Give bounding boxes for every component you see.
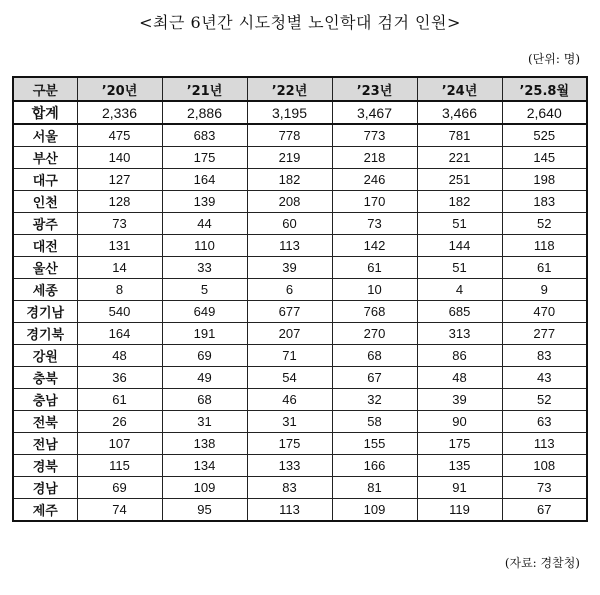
table-cell: 73 (502, 477, 587, 499)
row-label: 강원 (13, 345, 77, 367)
table-cell: 14 (77, 257, 162, 279)
table-row (13, 213, 587, 235)
table-cell: 773 (332, 124, 417, 147)
table-cell: 170 (332, 191, 417, 213)
table-cell: 32 (332, 389, 417, 411)
row-label: 경기북 (13, 323, 77, 345)
table-cell: 3,195 (247, 101, 332, 124)
table-row-total (13, 101, 587, 124)
table-cell: 145 (502, 147, 587, 169)
table-cell: 31 (247, 411, 332, 433)
table-cell: 270 (332, 323, 417, 345)
table-cell: 3,466 (417, 101, 502, 124)
table-cell: 61 (332, 257, 417, 279)
table-row (13, 477, 587, 499)
table-cell: 52 (502, 213, 587, 235)
row-label: 울산 (13, 257, 77, 279)
table-cell: 128 (77, 191, 162, 213)
table-cell: 155 (332, 433, 417, 455)
table-cell: 51 (417, 257, 502, 279)
table-cell: 313 (417, 323, 502, 345)
table-cell: 144 (417, 235, 502, 257)
row-label: 제주 (13, 499, 77, 522)
table-cell: 48 (77, 345, 162, 367)
table-cell: 83 (502, 345, 587, 367)
table-cell: 58 (332, 411, 417, 433)
table-cell: 207 (247, 323, 332, 345)
table-cell: 221 (417, 147, 502, 169)
row-label: 대전 (13, 235, 77, 257)
table-cell: 36 (77, 367, 162, 389)
table-row (13, 411, 587, 433)
table-cell: 4 (417, 279, 502, 301)
row-label: 경남 (13, 477, 77, 499)
table-row (13, 345, 587, 367)
table-row (13, 455, 587, 477)
row-label: 세종 (13, 279, 77, 301)
table-cell: 164 (162, 169, 247, 191)
table-cell: 649 (162, 301, 247, 323)
column-header-year: ’25.8월 (502, 77, 587, 101)
unit-note: (단위: 명) (528, 52, 580, 66)
table-row (13, 301, 587, 323)
source-note: (자료: 경찰청) (504, 556, 580, 570)
table-row (13, 235, 587, 257)
table-cell: 182 (247, 169, 332, 191)
table-cell: 138 (162, 433, 247, 455)
table-cell: 69 (162, 345, 247, 367)
table-cell: 142 (332, 235, 417, 257)
row-label: 경기남 (13, 301, 77, 323)
table-cell: 39 (417, 389, 502, 411)
table-cell: 3,467 (332, 101, 417, 124)
table-cell: 164 (77, 323, 162, 345)
table-cell: 182 (417, 191, 502, 213)
table-row (13, 169, 587, 191)
row-label: 광주 (13, 213, 77, 235)
table-cell: 768 (332, 301, 417, 323)
table-cell: 175 (247, 433, 332, 455)
row-label: 충남 (13, 389, 77, 411)
table-row (13, 191, 587, 213)
row-label: 서울 (13, 124, 77, 147)
table-cell: 251 (417, 169, 502, 191)
table-cell: 677 (247, 301, 332, 323)
table-cell: 470 (502, 301, 587, 323)
column-header-year: ’22년 (247, 77, 332, 101)
table-cell: 115 (77, 455, 162, 477)
table-cell: 183 (502, 191, 587, 213)
table-cell: 6 (247, 279, 332, 301)
table-cell: 81 (332, 477, 417, 499)
data-table (12, 76, 588, 522)
table-cell: 540 (77, 301, 162, 323)
table-cell: 2,336 (77, 101, 162, 124)
table-row (13, 279, 587, 301)
table-cell: 33 (162, 257, 247, 279)
table-row (13, 323, 587, 345)
table-cell: 118 (502, 235, 587, 257)
table-cell: 2,640 (502, 101, 587, 124)
column-header-year: ’23년 (332, 77, 417, 101)
table-cell: 113 (247, 235, 332, 257)
table-cell: 113 (502, 433, 587, 455)
table-cell: 68 (162, 389, 247, 411)
column-header-year: ’21년 (162, 77, 247, 101)
table-cell: 113 (247, 499, 332, 522)
table-cell: 198 (502, 169, 587, 191)
table-cell: 139 (162, 191, 247, 213)
table-cell: 69 (77, 477, 162, 499)
table-cell: 208 (247, 191, 332, 213)
column-header-category: 구분 (13, 77, 77, 101)
table-cell: 52 (502, 389, 587, 411)
table-cell: 86 (417, 345, 502, 367)
table-row (13, 124, 587, 147)
document-title: <최근 6년간 시도청별 노인학대 검거 인원> (139, 13, 461, 32)
table-cell: 73 (332, 213, 417, 235)
table-cell: 246 (332, 169, 417, 191)
table-body (13, 101, 587, 521)
table-cell: 218 (332, 147, 417, 169)
table-cell: 61 (502, 257, 587, 279)
table-cell: 48 (417, 367, 502, 389)
table-cell: 2,886 (162, 101, 247, 124)
header-row (13, 77, 587, 101)
table-cell: 46 (247, 389, 332, 411)
table-cell: 277 (502, 323, 587, 345)
table-cell: 83 (247, 477, 332, 499)
table-cell: 63 (502, 411, 587, 433)
table-cell: 175 (162, 147, 247, 169)
table-cell: 127 (77, 169, 162, 191)
table-cell: 73 (77, 213, 162, 235)
table-cell: 107 (77, 433, 162, 455)
table-cell: 219 (247, 147, 332, 169)
table-cell: 131 (77, 235, 162, 257)
table-header (13, 77, 587, 101)
table-cell: 685 (417, 301, 502, 323)
table-cell: 91 (417, 477, 502, 499)
table-cell: 60 (247, 213, 332, 235)
row-label: 전북 (13, 411, 77, 433)
table-cell: 175 (417, 433, 502, 455)
table-cell: 49 (162, 367, 247, 389)
row-label: 합계 (13, 101, 77, 124)
row-label: 인천 (13, 191, 77, 213)
table-cell: 44 (162, 213, 247, 235)
table-cell: 525 (502, 124, 587, 147)
table-cell: 67 (502, 499, 587, 522)
row-label: 경북 (13, 455, 77, 477)
table-cell: 10 (332, 279, 417, 301)
table-cell: 781 (417, 124, 502, 147)
table-cell: 133 (247, 455, 332, 477)
table-cell: 191 (162, 323, 247, 345)
table-cell: 140 (77, 147, 162, 169)
row-label: 전남 (13, 433, 77, 455)
table-cell: 26 (77, 411, 162, 433)
table-cell: 90 (417, 411, 502, 433)
table-cell: 61 (77, 389, 162, 411)
column-header-year: ’24년 (417, 77, 502, 101)
table-row (13, 389, 587, 411)
table-cell: 119 (417, 499, 502, 522)
table-row (13, 499, 587, 522)
table-cell: 74 (77, 499, 162, 522)
table-cell: 31 (162, 411, 247, 433)
column-header-year: ’20년 (77, 77, 162, 101)
table-cell: 68 (332, 345, 417, 367)
table-row (13, 257, 587, 279)
table-row (13, 367, 587, 389)
table-cell: 166 (332, 455, 417, 477)
row-label: 충북 (13, 367, 77, 389)
table-cell: 778 (247, 124, 332, 147)
table-cell: 67 (332, 367, 417, 389)
table-cell: 43 (502, 367, 587, 389)
table-row (13, 433, 587, 455)
table-cell: 51 (417, 213, 502, 235)
table-cell: 5 (162, 279, 247, 301)
table-cell: 8 (77, 279, 162, 301)
table-cell: 683 (162, 124, 247, 147)
table-cell: 134 (162, 455, 247, 477)
table-cell: 95 (162, 499, 247, 522)
table-cell: 135 (417, 455, 502, 477)
row-label: 대구 (13, 169, 77, 191)
table-cell: 108 (502, 455, 587, 477)
row-label: 부산 (13, 147, 77, 169)
table-cell: 109 (332, 499, 417, 522)
table-cell: 54 (247, 367, 332, 389)
table-cell: 71 (247, 345, 332, 367)
table-cell: 110 (162, 235, 247, 257)
table-cell: 475 (77, 124, 162, 147)
table-cell: 39 (247, 257, 332, 279)
table-cell: 9 (502, 279, 587, 301)
table-row (13, 147, 587, 169)
table-cell: 109 (162, 477, 247, 499)
